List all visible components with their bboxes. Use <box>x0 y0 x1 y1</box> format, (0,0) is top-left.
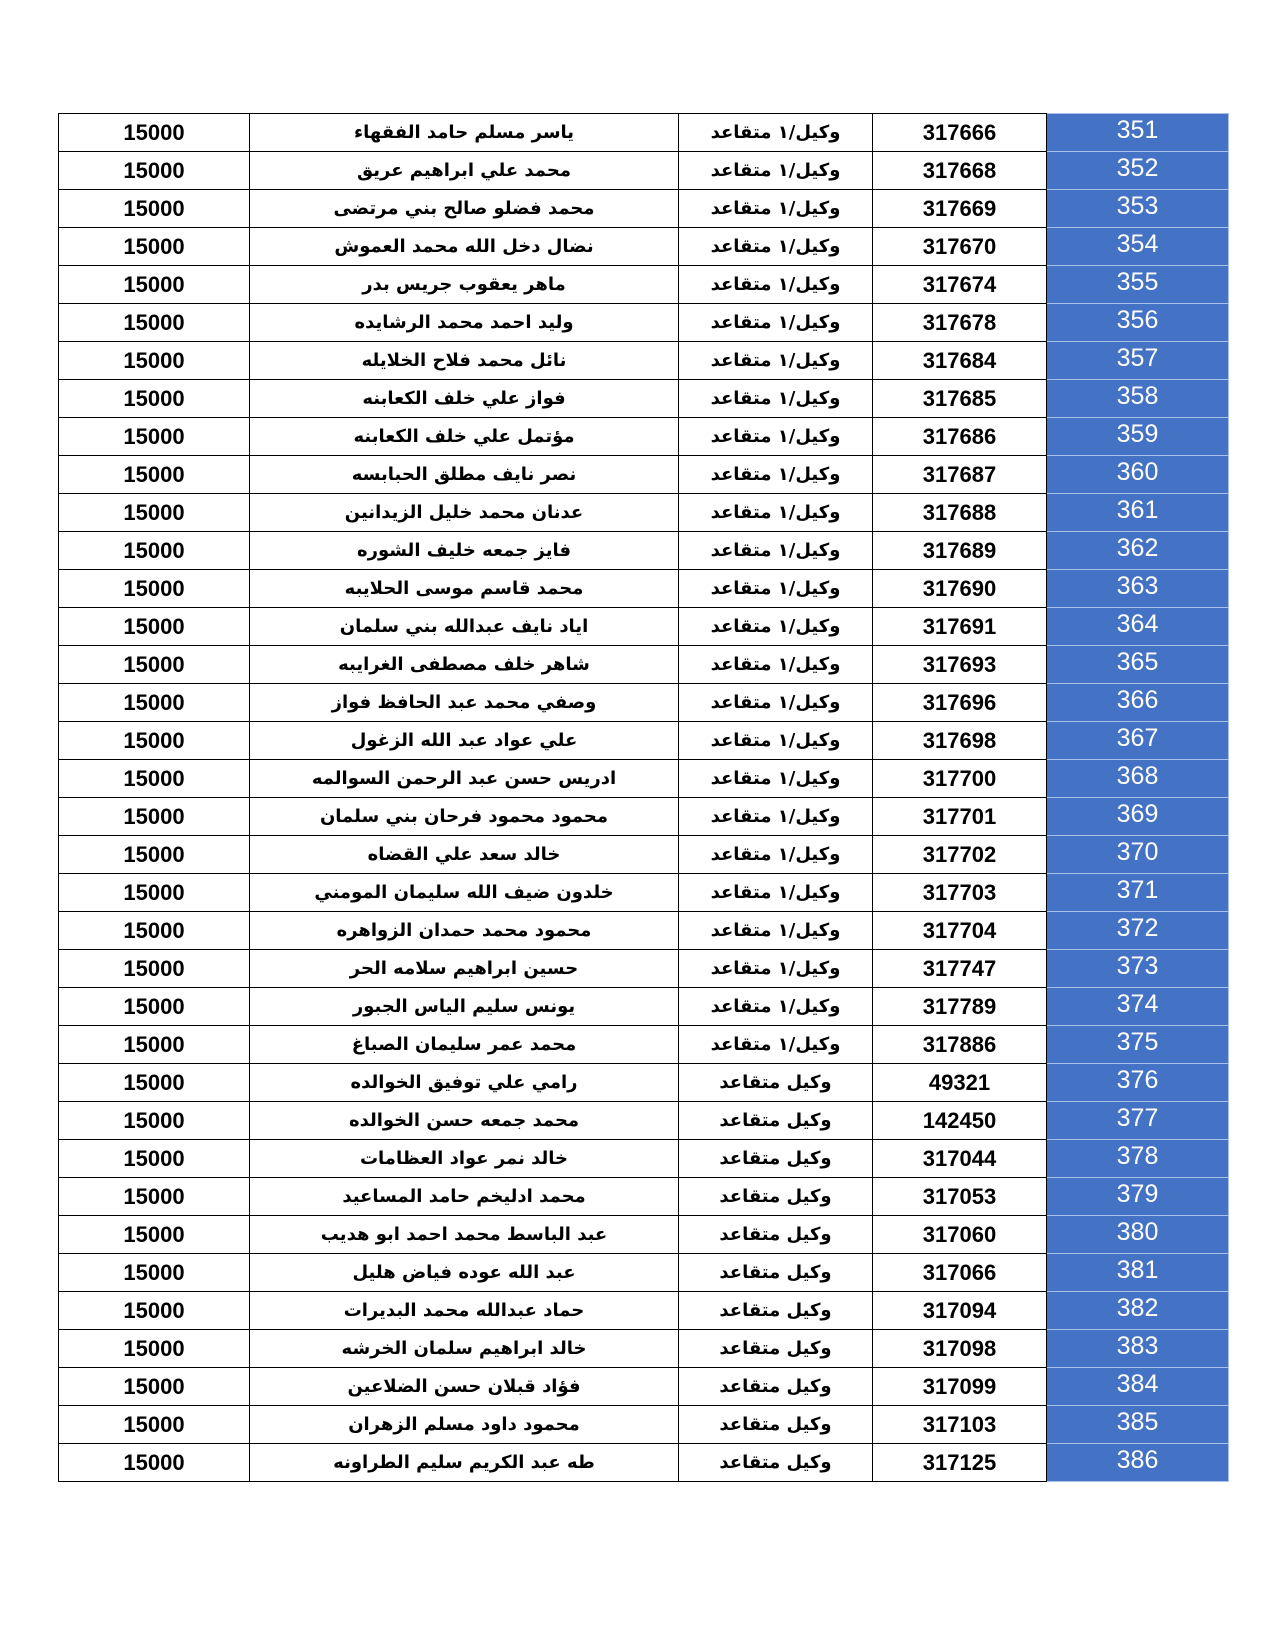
id-number-cell: 317053 <box>873 1178 1047 1216</box>
name-cell: نائل محمد فلاح الخلايله <box>250 342 679 380</box>
rank-cell: وكيل/١ متقاعد <box>679 760 873 798</box>
table-row <box>59 1254 1229 1292</box>
name-cell: علي عواد عبد الله الزغول <box>250 722 679 760</box>
table-row <box>59 1330 1229 1368</box>
rank-cell: وكيل متقاعد <box>679 1140 873 1178</box>
table-row <box>59 494 1229 532</box>
sequence-number-cell: 360 <box>1047 456 1229 494</box>
amount-cell: 15000 <box>59 646 250 684</box>
sequence-number-cell: 371 <box>1047 874 1229 912</box>
name-cell: اياد نايف عبدالله بني سلمان <box>250 608 679 646</box>
rank-cell: وكيل/١ متقاعد <box>679 418 873 456</box>
rank-cell: وكيل/١ متقاعد <box>679 152 873 190</box>
table-row <box>59 798 1229 836</box>
name-cell: محمود داود مسلم الزهران <box>250 1406 679 1444</box>
sequence-number-cell: 364 <box>1047 608 1229 646</box>
id-number-cell: 317704 <box>873 912 1047 950</box>
amount-cell: 15000 <box>59 342 250 380</box>
sequence-number-cell: 370 <box>1047 836 1229 874</box>
name-cell: حماد عبدالله محمد البديرات <box>250 1292 679 1330</box>
rank-cell: وكيل/١ متقاعد <box>679 798 873 836</box>
id-number-cell: 317703 <box>873 874 1047 912</box>
sequence-number-cell: 379 <box>1047 1178 1229 1216</box>
sequence-number-cell: 368 <box>1047 760 1229 798</box>
name-cell: ياسر مسلم حامد الفقهاء <box>250 114 679 152</box>
id-number-cell: 317688 <box>873 494 1047 532</box>
rank-cell: وكيل/١ متقاعد <box>679 912 873 950</box>
id-number-cell: 317789 <box>873 988 1047 1026</box>
sequence-number-cell: 381 <box>1047 1254 1229 1292</box>
table-row <box>59 1026 1229 1064</box>
id-number-cell: 317696 <box>873 684 1047 722</box>
rank-cell: وكيل متقاعد <box>679 1102 873 1140</box>
table-row <box>59 722 1229 760</box>
id-number-cell: 317674 <box>873 266 1047 304</box>
id-number-cell: 317044 <box>873 1140 1047 1178</box>
amount-cell: 15000 <box>59 950 250 988</box>
table-row <box>59 874 1229 912</box>
id-number-cell: 317060 <box>873 1216 1047 1254</box>
rank-cell: وكيل متقاعد <box>679 1444 873 1482</box>
rank-cell: وكيل متقاعد <box>679 1254 873 1292</box>
amount-cell: 15000 <box>59 1368 250 1406</box>
table-row <box>59 836 1229 874</box>
name-cell: عبد الله عوده فياض هليل <box>250 1254 679 1292</box>
sequence-number-cell: 385 <box>1047 1406 1229 1444</box>
id-number-cell: 317678 <box>873 304 1047 342</box>
table-row <box>59 1064 1229 1102</box>
name-cell: نضال دخل الله محمد العموش <box>250 228 679 266</box>
name-cell: عبد الباسط محمد احمد ابو هديب <box>250 1216 679 1254</box>
amount-cell: 15000 <box>59 1330 250 1368</box>
amount-cell: 15000 <box>59 456 250 494</box>
table-row <box>59 1368 1229 1406</box>
table-row <box>59 304 1229 342</box>
table-row <box>59 988 1229 1026</box>
name-cell: مؤتمل علي خلف الكعابنه <box>250 418 679 456</box>
name-cell: ماهر يعقوب جريس بدر <box>250 266 679 304</box>
id-number-cell: 317693 <box>873 646 1047 684</box>
sequence-number-cell: 358 <box>1047 380 1229 418</box>
amount-cell: 15000 <box>59 1178 250 1216</box>
amount-cell: 15000 <box>59 1216 250 1254</box>
name-cell: عدنان محمد خليل الزيدانين <box>250 494 679 532</box>
sequence-number-cell: 356 <box>1047 304 1229 342</box>
rank-cell: وكيل متقاعد <box>679 1178 873 1216</box>
id-number-cell: 317685 <box>873 380 1047 418</box>
id-number-cell: 317689 <box>873 532 1047 570</box>
sequence-number-cell: 366 <box>1047 684 1229 722</box>
rank-cell: وكيل/١ متقاعد <box>679 228 873 266</box>
rank-cell: وكيل/١ متقاعد <box>679 1026 873 1064</box>
name-cell: محمد قاسم موسى الحلايبه <box>250 570 679 608</box>
amount-cell: 15000 <box>59 1064 250 1102</box>
rank-cell: وكيل/١ متقاعد <box>679 380 873 418</box>
sequence-number-cell: 353 <box>1047 190 1229 228</box>
rank-cell: وكيل/١ متقاعد <box>679 608 873 646</box>
name-cell: خالد سعد علي القضاه <box>250 836 679 874</box>
id-number-cell: 317669 <box>873 190 1047 228</box>
name-cell: محمد علي ابراهيم عريق <box>250 152 679 190</box>
amount-cell: 15000 <box>59 570 250 608</box>
name-cell: محمد عمر سليمان الصباغ <box>250 1026 679 1064</box>
sequence-number-cell: 382 <box>1047 1292 1229 1330</box>
rank-cell: وكيل متقاعد <box>679 1330 873 1368</box>
table-row <box>59 1178 1229 1216</box>
sequence-number-cell: 372 <box>1047 912 1229 950</box>
table-row <box>59 152 1229 190</box>
name-cell: طه عبد الكريم سليم الطراونه <box>250 1444 679 1482</box>
table-row <box>59 760 1229 798</box>
amount-cell: 15000 <box>59 608 250 646</box>
payment-table <box>58 113 1229 1482</box>
name-cell: خالد ابراهيم سلمان الخرشه <box>250 1330 679 1368</box>
sequence-number-cell: 357 <box>1047 342 1229 380</box>
name-cell: محمد ادليخم حامد المساعيد <box>250 1178 679 1216</box>
table-row <box>59 266 1229 304</box>
table-row <box>59 456 1229 494</box>
rank-cell: وكيل/١ متقاعد <box>679 114 873 152</box>
id-number-cell: 317747 <box>873 950 1047 988</box>
name-cell: شاهر خلف مصطفى الغرايبه <box>250 646 679 684</box>
name-cell: فايز جمعه خليف الشوره <box>250 532 679 570</box>
id-number-cell: 142450 <box>873 1102 1047 1140</box>
table-row <box>59 1292 1229 1330</box>
name-cell: نصر نايف مطلق الحبابسه <box>250 456 679 494</box>
sequence-number-cell: 384 <box>1047 1368 1229 1406</box>
table-row <box>59 684 1229 722</box>
name-cell: محمد جمعه حسن الخوالده <box>250 1102 679 1140</box>
table-row <box>59 1102 1229 1140</box>
rank-cell: وكيل متقاعد <box>679 1064 873 1102</box>
sequence-number-cell: 352 <box>1047 152 1229 190</box>
amount-cell: 15000 <box>59 836 250 874</box>
sequence-number-cell: 362 <box>1047 532 1229 570</box>
table-row <box>59 380 1229 418</box>
sequence-number-cell: 386 <box>1047 1444 1229 1482</box>
id-number-cell: 317666 <box>873 114 1047 152</box>
amount-cell: 15000 <box>59 228 250 266</box>
id-number-cell: 317670 <box>873 228 1047 266</box>
rank-cell: وكيل متقاعد <box>679 1292 873 1330</box>
name-cell: ادريس حسن عبد الرحمن السوالمه <box>250 760 679 798</box>
rank-cell: وكيل/١ متقاعد <box>679 836 873 874</box>
sequence-number-cell: 374 <box>1047 988 1229 1026</box>
id-number-cell: 317690 <box>873 570 1047 608</box>
rank-cell: وكيل/١ متقاعد <box>679 684 873 722</box>
id-number-cell: 317701 <box>873 798 1047 836</box>
id-number-cell: 317098 <box>873 1330 1047 1368</box>
amount-cell: 15000 <box>59 684 250 722</box>
amount-cell: 15000 <box>59 494 250 532</box>
id-number-cell: 317700 <box>873 760 1047 798</box>
sequence-number-cell: 361 <box>1047 494 1229 532</box>
amount-cell: 15000 <box>59 266 250 304</box>
id-number-cell: 317125 <box>873 1444 1047 1482</box>
amount-cell: 15000 <box>59 152 250 190</box>
amount-cell: 15000 <box>59 304 250 342</box>
rank-cell: وكيل/١ متقاعد <box>679 456 873 494</box>
name-cell: فواز علي خلف الكعابنه <box>250 380 679 418</box>
amount-cell: 15000 <box>59 1406 250 1444</box>
sequence-number-cell: 355 <box>1047 266 1229 304</box>
table-row <box>59 418 1229 456</box>
table-row <box>59 608 1229 646</box>
table-row <box>59 1216 1229 1254</box>
sequence-number-cell: 351 <box>1047 114 1229 152</box>
id-number-cell: 317698 <box>873 722 1047 760</box>
sequence-number-cell: 363 <box>1047 570 1229 608</box>
name-cell: محمود محمود فرحان بني سلمان <box>250 798 679 836</box>
table-row <box>59 950 1229 988</box>
rank-cell: وكيل متقاعد <box>679 1368 873 1406</box>
rank-cell: وكيل/١ متقاعد <box>679 304 873 342</box>
amount-cell: 15000 <box>59 760 250 798</box>
table-row <box>59 570 1229 608</box>
id-number-cell: 317668 <box>873 152 1047 190</box>
amount-cell: 15000 <box>59 722 250 760</box>
table-row <box>59 228 1229 266</box>
table-row <box>59 342 1229 380</box>
amount-cell: 15000 <box>59 1444 250 1482</box>
table-row <box>59 912 1229 950</box>
sequence-number-cell: 376 <box>1047 1064 1229 1102</box>
table-row <box>59 1406 1229 1444</box>
id-number-cell: 317094 <box>873 1292 1047 1330</box>
amount-cell: 15000 <box>59 418 250 456</box>
table-row <box>59 646 1229 684</box>
amount-cell: 15000 <box>59 190 250 228</box>
rank-cell: وكيل/١ متقاعد <box>679 950 873 988</box>
sequence-number-cell: 373 <box>1047 950 1229 988</box>
id-number-cell: 317687 <box>873 456 1047 494</box>
name-cell: وصفي محمد عبد الحافظ فواز <box>250 684 679 722</box>
rank-cell: وكيل/١ متقاعد <box>679 342 873 380</box>
table-body <box>59 114 1229 1482</box>
id-number-cell: 317099 <box>873 1368 1047 1406</box>
rank-cell: وكيل/١ متقاعد <box>679 874 873 912</box>
rank-cell: وكيل متقاعد <box>679 1406 873 1444</box>
rank-cell: وكيل/١ متقاعد <box>679 190 873 228</box>
name-cell: رامي علي توفيق الخوالده <box>250 1064 679 1102</box>
amount-cell: 15000 <box>59 1102 250 1140</box>
rank-cell: وكيل متقاعد <box>679 1216 873 1254</box>
name-cell: وليد احمد محمد الرشايده <box>250 304 679 342</box>
name-cell: يونس سليم الياس الجبور <box>250 988 679 1026</box>
id-number-cell: 317702 <box>873 836 1047 874</box>
rank-cell: وكيل/١ متقاعد <box>679 494 873 532</box>
amount-cell: 15000 <box>59 1292 250 1330</box>
sequence-number-cell: 380 <box>1047 1216 1229 1254</box>
amount-cell: 15000 <box>59 532 250 570</box>
name-cell: خلدون ضيف الله سليمان المومني <box>250 874 679 912</box>
id-number-cell: 49321 <box>873 1064 1047 1102</box>
amount-cell: 15000 <box>59 1026 250 1064</box>
name-cell: فؤاد قبلان حسن الضلاعين <box>250 1368 679 1406</box>
rank-cell: وكيل/١ متقاعد <box>679 570 873 608</box>
amount-cell: 15000 <box>59 874 250 912</box>
id-number-cell: 317686 <box>873 418 1047 456</box>
amount-cell: 15000 <box>59 988 250 1026</box>
id-number-cell: 317886 <box>873 1026 1047 1064</box>
sequence-number-cell: 375 <box>1047 1026 1229 1064</box>
sequence-number-cell: 354 <box>1047 228 1229 266</box>
sequence-number-cell: 377 <box>1047 1102 1229 1140</box>
table-row <box>59 190 1229 228</box>
sequence-number-cell: 378 <box>1047 1140 1229 1178</box>
rank-cell: وكيل/١ متقاعد <box>679 646 873 684</box>
sequence-number-cell: 369 <box>1047 798 1229 836</box>
id-number-cell: 317103 <box>873 1406 1047 1444</box>
amount-cell: 15000 <box>59 1140 250 1178</box>
rank-cell: وكيل/١ متقاعد <box>679 266 873 304</box>
table-row <box>59 1444 1229 1482</box>
id-number-cell: 317691 <box>873 608 1047 646</box>
name-cell: محمد فضلو صالح بني مرتضى <box>250 190 679 228</box>
amount-cell: 15000 <box>59 380 250 418</box>
name-cell: خالد نمر عواد العظامات <box>250 1140 679 1178</box>
amount-cell: 15000 <box>59 912 250 950</box>
table-row <box>59 1140 1229 1178</box>
rank-cell: وكيل/١ متقاعد <box>679 722 873 760</box>
id-number-cell: 317684 <box>873 342 1047 380</box>
table-row <box>59 114 1229 152</box>
id-number-cell: 317066 <box>873 1254 1047 1292</box>
table-row <box>59 532 1229 570</box>
name-cell: حسين ابراهيم سلامه الحر <box>250 950 679 988</box>
sequence-number-cell: 367 <box>1047 722 1229 760</box>
name-cell: محمود محمد حمدان الزواهره <box>250 912 679 950</box>
rank-cell: وكيل/١ متقاعد <box>679 532 873 570</box>
sequence-number-cell: 359 <box>1047 418 1229 456</box>
amount-cell: 15000 <box>59 114 250 152</box>
amount-cell: 15000 <box>59 798 250 836</box>
sequence-number-cell: 365 <box>1047 646 1229 684</box>
amount-cell: 15000 <box>59 1254 250 1292</box>
sequence-number-cell: 383 <box>1047 1330 1229 1368</box>
rank-cell: وكيل/١ متقاعد <box>679 988 873 1026</box>
